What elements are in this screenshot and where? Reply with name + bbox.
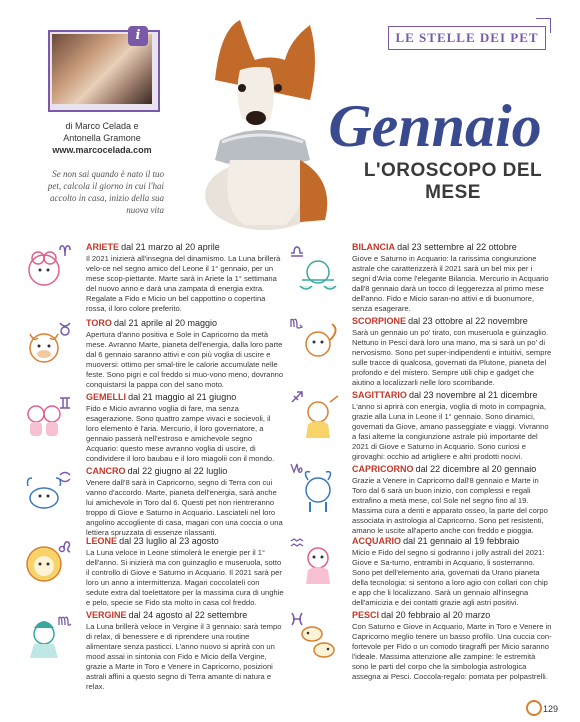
sign-block-vergine <box>86 610 284 692</box>
sign-description: Micio e Fido del segno si godranno i jolly astrali del 2021: Giove e Sa-turno, entrambi in Acquario, li sosterranno. Sono pet dell'elemento aria, governati da Urano pianeta della tecnologia: si sentono a loro agio con collari con chip e app che li localizzano. Sarà un gennaio all'insegna dell'amicizia e dei contatti grazie agli astri positivi. <box>352 548 548 607</box>
sign-name: BILANCIA <box>352 242 395 252</box>
sign-name: ARIETE <box>86 242 120 252</box>
sign-name: LEONE <box>86 536 118 546</box>
sign-dates: dal 23 ottobre al 22 novembre <box>408 316 528 326</box>
sign-dates: dal 23 settembre al 22 ottobre <box>397 242 517 252</box>
sign-name: PESCI <box>352 610 380 620</box>
sign-description: Grazie a Venere in Capricorno dall'8 gennaio e Marte in Toro dal 6 sarà un buon inizio, con complessi e regali extrafino a metà mese, col Sole nel segno fino al 19. Massima cura a denti e apparato osseo, la parte del corpo associata in astrologia al Capricorno. Sono pet resistenti, amano le uscite all'aperto anche con freddo e pioggia. <box>352 476 548 535</box>
archer-icon <box>296 394 340 440</box>
sign-description: Giove e Saturno in Acquario: la rarissima congiunzione astrale che caratterizzerà il 2021 sarà un bel mix per i segni d'Aria come l'elegante Bilancia. Mercurio in Acquario dall'8 gennaio darà un tocco di leggerezza al primo mese dell'anno. Fido e Micio saran-no attivi e di buonumore, senza esagerare. <box>352 254 549 313</box>
water-bearer-icon <box>296 540 340 586</box>
sign-name: SAGITTARIO <box>352 390 407 400</box>
sign-description: La Luna brillerà veloce in Vergine il 3 gennaio: sarà tempo di relax, di benessere e di riprendere una routine alimentare senza pasticci. L'anno nuovo si aprirà con un mood assai in sintonia con Fido e Micio della Vergine, grazie a Marte in Toro e Venere in Capricorno, posizioni astrali affini a questo segno di Terra amante di natura e relax. <box>86 622 282 691</box>
sign-block-toro <box>86 318 284 390</box>
side-note: Se non sai quando è nato il tuo pet, calcola il giorno in cui l'hai accolto in casa, inizio della sua nuova vita <box>47 169 164 215</box>
aries-glyph-icon <box>58 244 72 258</box>
taurus-glyph-icon <box>58 322 72 336</box>
sign-dates: dal 23 novembre al 21 dicembre <box>408 390 538 400</box>
sign-block-sagittario <box>352 390 552 462</box>
sign-name: TORO <box>86 318 112 328</box>
fish-icon <box>296 618 340 664</box>
sign-description: Apertura d'anno positiva e Sole in Capricorno da metà mese. Avranno Marte, pianeta dell'energia, dalla loro parte dal 6 gennaio saranno attivi e con più voglia di uscire e muoversi: ottimo per smal-tire le calorie accumulate nelle feste. Sono pigri e col freddo si muo-vono meno, dovranno conquistarsi la pappa con del sano moto. <box>86 330 284 389</box>
magazine-logo-icon <box>526 700 542 716</box>
sign-description: Venere dall'8 sarà in Capricorno, segno di Terra con cui vanno d'accordo. Marte, pianeta dell'energia, sarà anche lui amichevole in Toro dal 6. Questi pet non rientreranno troppo di Giove e Saturno in Acquario. Lasciateli nel loro angolino accogliente di casa, magari con una coccia o una lettiera spruzzata di essenze rilassanti. <box>86 478 283 537</box>
cancer-glyph-icon <box>58 470 72 484</box>
tag-corner-ornament <box>536 18 551 33</box>
sign-dates: dal 21 marzo al 20 aprile <box>121 242 220 252</box>
sign-block-gemelli <box>86 392 284 464</box>
sign-name: CANCRO <box>86 466 126 476</box>
byline <box>44 120 160 156</box>
goat-icon <box>296 468 340 514</box>
sign-dates: dal 22 giugno al 22 luglio <box>127 466 228 476</box>
sign-dates: dal 21 maggio al 21 giugno <box>128 392 237 402</box>
sign-name: ACQUARIO <box>352 536 401 546</box>
sign-dates: dal 21 aprile al 20 maggio <box>113 318 218 328</box>
sign-block-acquario <box>352 536 552 608</box>
author-website-link[interactable]: www.marcocelada.com <box>52 145 152 155</box>
info-badge-icon: i <box>128 26 148 46</box>
section-tag: LE STELLE DEI PET <box>388 26 546 50</box>
sign-description: Con Saturno e Giove in Acquario, Marte in Toro e Venere in Capricorno meglio tenere un basso profilo. Una cuccia con-fortevole per Fido o un comodo tiragraffi per Micio saranno l'ideale. Massima attenzione alle zampine: le estremità sono le parti del corpo che la simbologia astrologica assegna ai Pesci. Coccola-regalo: pomata per polpastrelli. <box>352 622 552 681</box>
sign-name: VERGINE <box>86 610 127 620</box>
gemini-glyph-icon <box>58 396 72 410</box>
scorpion-icon <box>296 320 340 366</box>
sign-dates: dal 23 luglio al 23 agosto <box>119 536 219 546</box>
sign-block-capricorno <box>352 464 552 536</box>
byline-line2: Antonella Gramone <box>63 133 141 143</box>
sign-name: CAPRICORNO <box>352 464 414 474</box>
byline-line1: di Marco Celada e <box>65 121 139 131</box>
sign-block-leone <box>86 536 284 608</box>
sign-block-scorpione <box>352 316 552 388</box>
sign-description: L'anno si aprirà con energia, voglia di moto in compagnia, grazie alla Luna in Leone il 1° gennaio. Sono dinamici, governati da Giove, amano passeggiate e viaggi. Vivranno a fasi alterne la congiunzione astrale più importante del 2021 di Giove e Saturno in Acquario. Sono curiosi e girovaghi: occhio ad artigliere e altri prodotti nocivi. <box>352 402 549 461</box>
sign-block-bilancia <box>352 242 552 314</box>
sign-block-cancro <box>86 466 284 538</box>
sign-dates: dal 21 gennaio al 19 febbraio <box>403 536 520 546</box>
sign-name: SCORPIONE <box>352 316 407 326</box>
page-title: Gennaio <box>328 93 542 159</box>
sign-dates: dal 22 dicembre al 20 gennaio <box>415 464 537 474</box>
scales-icon <box>296 250 340 296</box>
sign-dates: dal 24 agosto al 22 settembre <box>128 610 248 620</box>
sign-block-pesci <box>352 610 552 682</box>
sign-block-ariete <box>86 242 284 314</box>
sign-dates: dal 20 febbraio al 20 marzo <box>381 610 491 620</box>
page-number: 129 <box>542 704 558 714</box>
sign-description: La Luna veloce in Leone stimolerà le energie per il 1° dell'anno. Si inizierà ma con guinzaglio e museruola, sotto il controllo di Giove e Saturno in Acquario. Il 2021 sarà per loro un anno a intermittenza. Magari coccolateli con sedute extra dal toelettatore per la massima cura di unghie e pelo, specie se Fido sta molto in casa col freddo. <box>86 548 284 607</box>
sign-description: Il 2021 inizierà all'insegna del dinamismo. La Luna brillerà velo-ce nel segno amico del Leone il 1° gennaio, per un mese scop-piettante. Marte sarà in Ariete la 1° settimana del nuovo anno e darà una zampata di energia extra. Regalate a Fido e Micio un bel cappottino o copertina rossa, il loro colore preferito. <box>86 254 281 313</box>
sign-description: Fido e Micio avranno voglia di fare, ma senza esagerazione. Sono quattro zampe vivaci e socievoli, il loro elemento è l'aria. Mercurio, il loro governatore, a gennaio passerà nell'estroso e amichevole segno Acquario: questo mese avranno voglia di uscire, di condividere il loro baubau e il loro miagolii con il mondo. <box>86 404 275 463</box>
sign-description: Sarà un gennaio un po' tirato, con museruola e guinzaglio. Nettuno in Pesci darà loro una mano, ma si sarà un po' di nervosismo. Sono pet super-indipendenti e intuitivi, sempre sulle tracce di qualcosa, governati da Plutone, pianeta del profondo e del mistero. Sempre utili chip e gadget che aiutino a localizzarli nelle loro scorribande. <box>352 328 552 387</box>
leo-glyph-icon <box>58 540 72 554</box>
page-subtitle: L'OROSCOPO DEL MESE <box>363 160 543 203</box>
sign-name: GEMELLI <box>86 392 126 402</box>
virgo-glyph-icon <box>58 614 72 628</box>
